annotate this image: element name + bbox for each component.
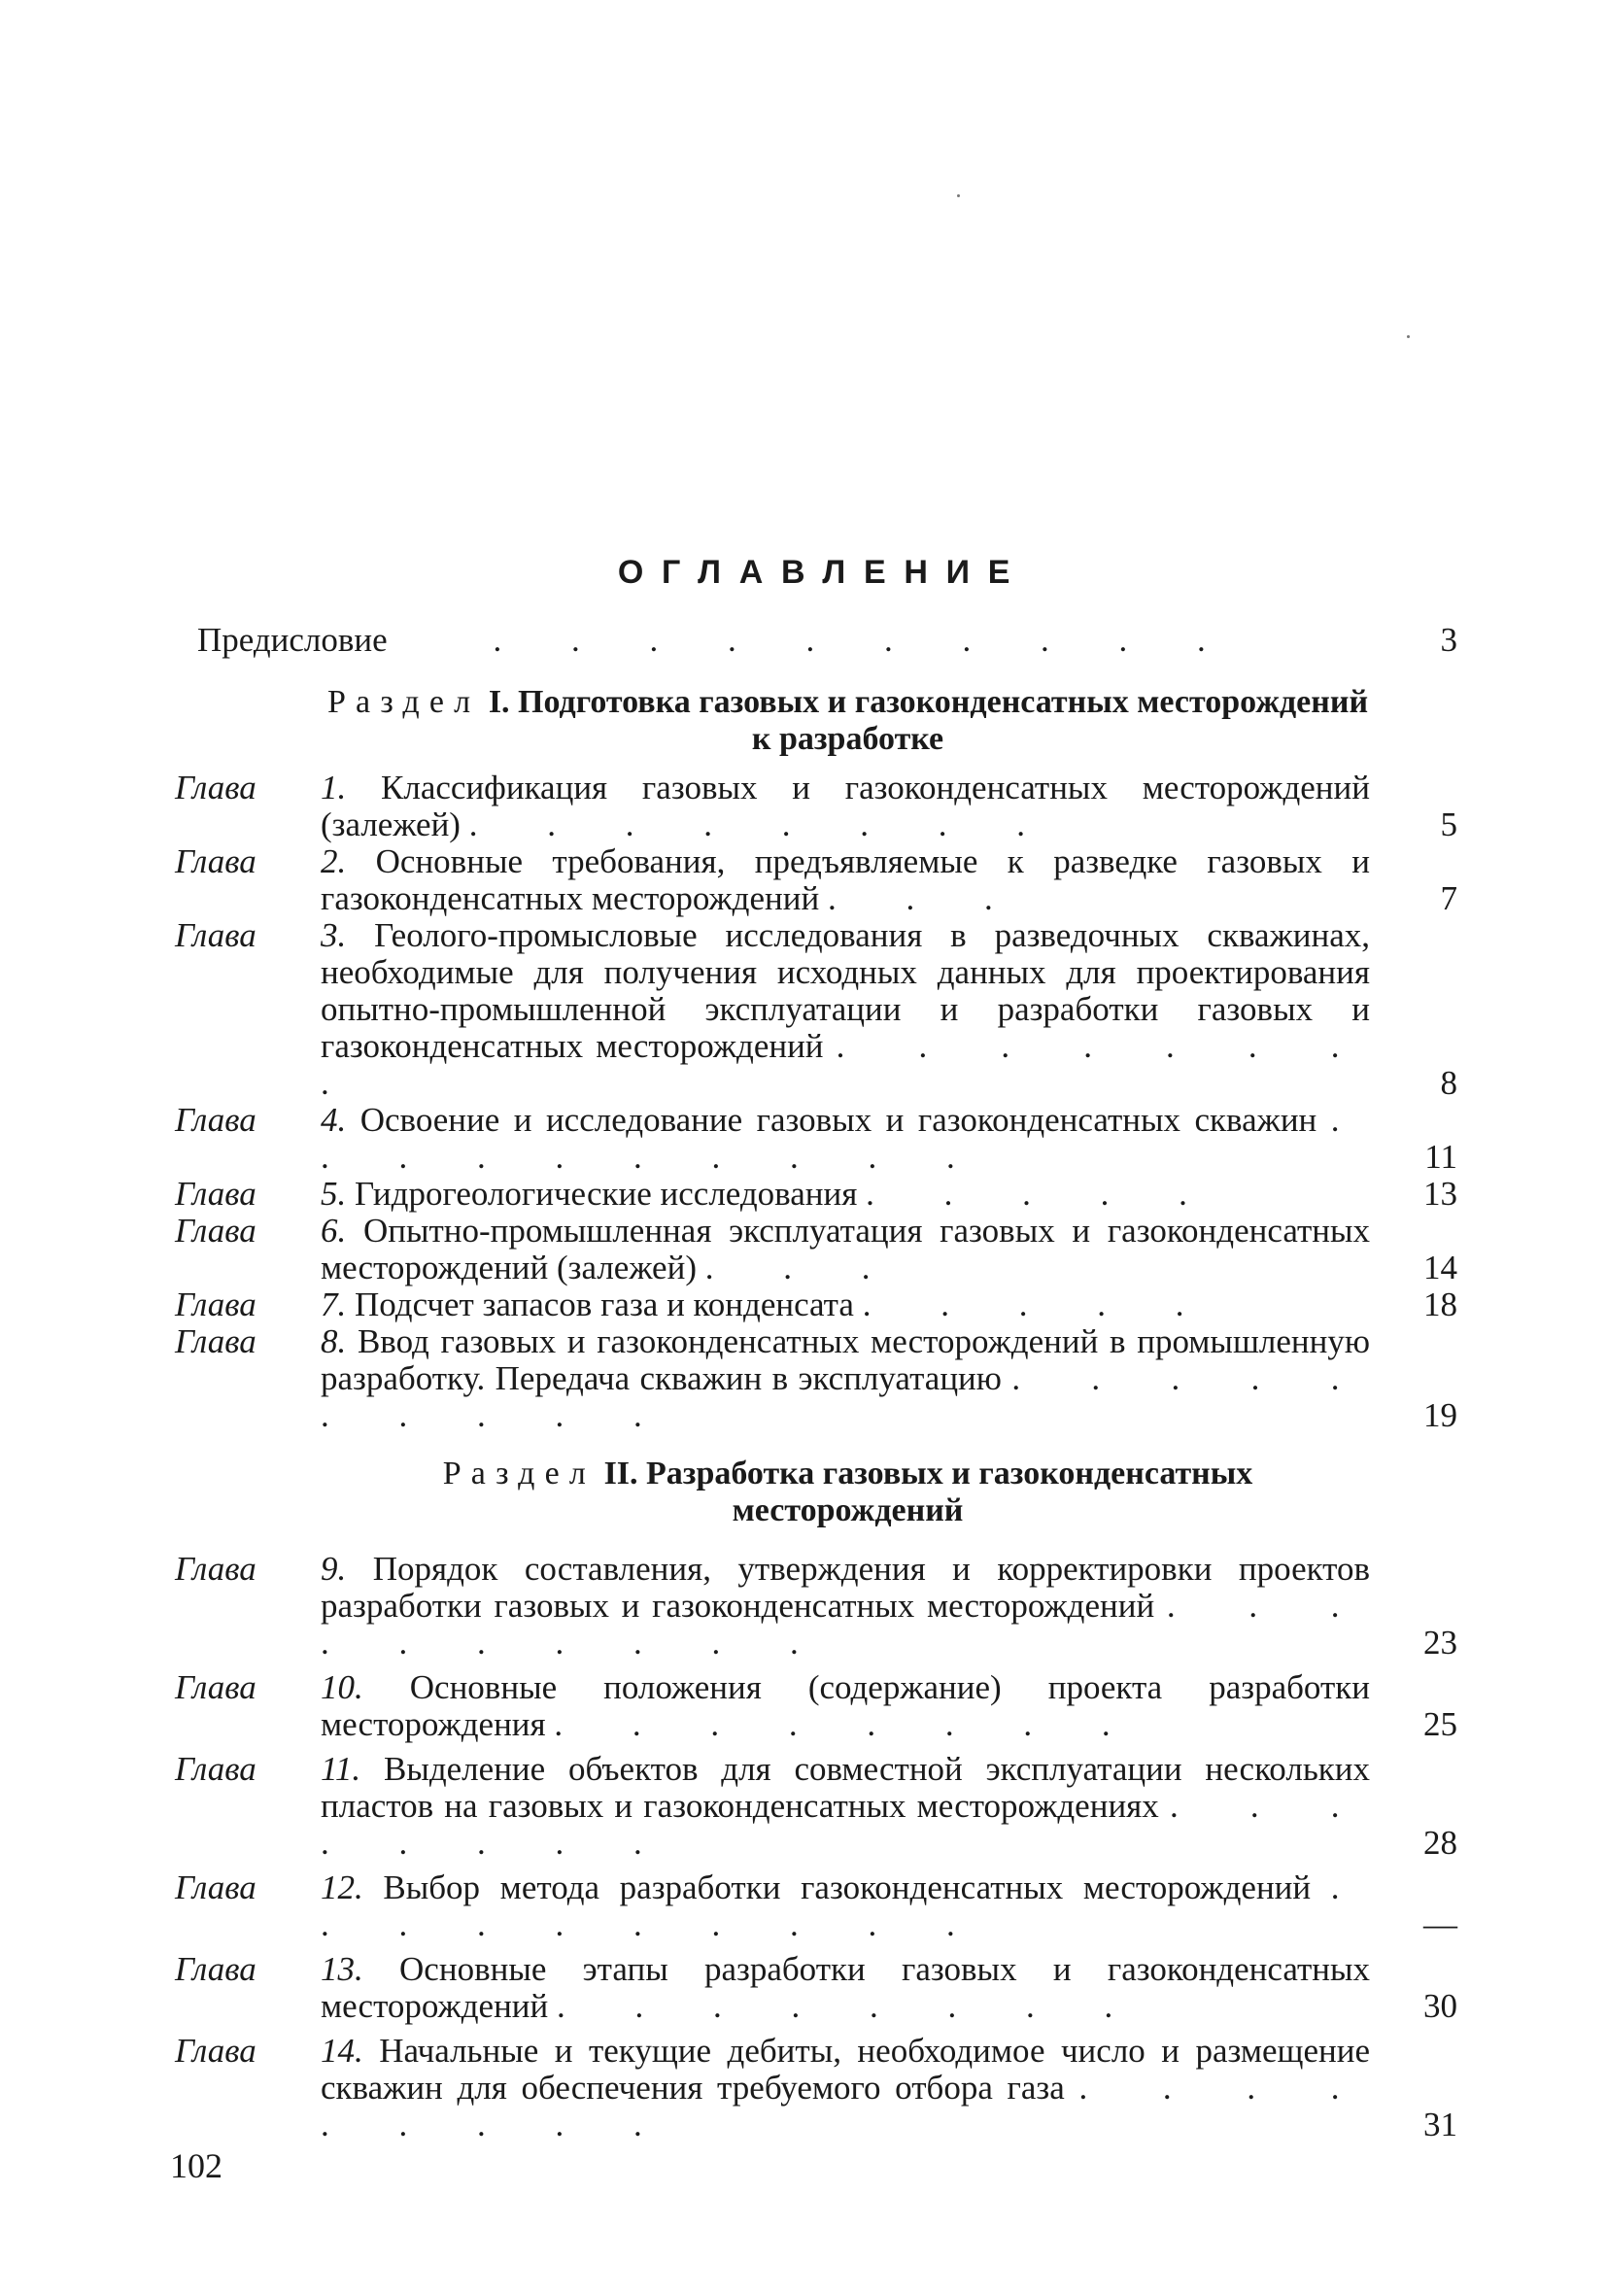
toc-entry-chapter[interactable] xyxy=(175,1176,1457,1213)
page-folio: 102 xyxy=(170,2146,222,2185)
chapter-title-block xyxy=(321,1213,1370,1286)
chapter-label: Глава xyxy=(175,1285,256,1323)
chapter-title: Гидрогеологические исследования xyxy=(355,1175,858,1213)
page-number: 11 xyxy=(1424,1138,1457,1176)
page-number: 14 xyxy=(1423,1249,1457,1286)
chapter-title: Ввод газовых и газоконденсатных месторождений в промышленную разработку. Передача скважин в эксплуатацию xyxy=(321,1322,1371,1397)
leader-dots: . . . xyxy=(827,879,1024,917)
chapter-label: Глава xyxy=(175,1668,256,1706)
chapter-number: 3. xyxy=(321,916,347,954)
section-prefix: Раздел xyxy=(326,684,481,720)
chapter-title-block xyxy=(321,2033,1370,2143)
page-number: 18 xyxy=(1423,1285,1457,1323)
scan-speck xyxy=(1407,335,1410,338)
chapter-title-block xyxy=(321,1669,1370,1743)
chapter-title: Порядок составления, утверждения и корректировки проектов разработки газовых и газоконденсатных месторождений xyxy=(321,1550,1371,1625)
toc-entry-chapter[interactable] xyxy=(175,770,1457,843)
chapter-list-1 xyxy=(175,770,1457,1434)
toc-entry-chapter[interactable] xyxy=(175,1869,1457,1943)
page-number: — xyxy=(1423,1905,1457,1943)
leader-dots: . . . . . . . . . . xyxy=(321,1587,1371,1662)
chapter-title-block xyxy=(321,1176,1370,1213)
chapter-number: 6. xyxy=(321,1212,347,1250)
page-number: 28 xyxy=(1423,1824,1457,1862)
chapter-title: Выделение объектов для совместной эксплуатации нескольких пластов на газовых и газоконденсатных месторождениях xyxy=(321,1750,1371,1825)
chapter-label: Глава xyxy=(175,1212,256,1250)
chapter-number: 12. xyxy=(321,1868,363,1906)
leader-dots: . . . . . . . . xyxy=(468,805,1056,843)
chapter-number: 10. xyxy=(321,1668,363,1706)
toc-entry-preface[interactable] xyxy=(175,622,1457,659)
leader-dots: . . . . . . . . . . xyxy=(321,1101,1371,1176)
leader-dots: . . . . . . . . xyxy=(554,1705,1142,1743)
chapter-number: 1. xyxy=(321,769,347,806)
chapter-label: Глава xyxy=(175,1101,256,1139)
page-number: 5 xyxy=(1440,805,1457,843)
leader-dots: . . . . . . . . . . xyxy=(493,621,1237,659)
scan-speck xyxy=(957,194,960,197)
chapter-label: Глава xyxy=(175,1750,256,1788)
toc-entry-chapter[interactable] xyxy=(175,1213,1457,1286)
chapter-title-block xyxy=(321,1751,1370,1862)
page-number: 19 xyxy=(1423,1396,1457,1434)
chapter-label: Глава xyxy=(175,2032,256,2070)
toc-title: ОГЛАВЛЕНИЕ xyxy=(617,554,1029,591)
chapter-number: 13. xyxy=(321,1950,363,1988)
leader-dots: . . . . . xyxy=(866,1175,1218,1213)
chapter-label: Глава xyxy=(175,1322,256,1360)
chapter-title: Освоение и исследование газовых и газоконденсатных скважин xyxy=(359,1101,1317,1139)
toc-entry-chapter[interactable] xyxy=(175,1286,1457,1323)
leader-dots: . . . . . . . . . . xyxy=(321,1359,1371,1434)
chapter-title: Выбор метода разработки газоконденсатных месторождений xyxy=(383,1868,1312,1906)
section-prefix: Раздел xyxy=(442,1456,597,1491)
toc-entry-chapter[interactable] xyxy=(175,2033,1457,2143)
chapter-title-block xyxy=(321,1286,1370,1323)
chapter-title-block xyxy=(321,1323,1370,1434)
page-number: 13 xyxy=(1423,1175,1457,1213)
chapter-number: 2. xyxy=(321,842,347,880)
section-title: I. Подготовка газовых и газоконденсатных месторождений к разработке xyxy=(488,684,1369,757)
table-of-contents xyxy=(175,622,1457,2151)
chapter-number: 5. xyxy=(321,1175,347,1213)
chapter-number: 4. xyxy=(321,1101,347,1139)
chapter-number: 7. xyxy=(321,1285,347,1323)
leader-dots: . . . . . . . . xyxy=(321,1027,1371,1102)
section-title: II. Разработка газовых и газоконденсатных месторождений xyxy=(603,1456,1253,1528)
toc-entry-chapter[interactable] xyxy=(175,1751,1457,1862)
page-number: 30 xyxy=(1423,1987,1457,2025)
chapter-label: Глава xyxy=(175,1175,256,1213)
toc-entry-chapter[interactable] xyxy=(175,917,1457,1102)
preface-label: Предисловие xyxy=(197,621,388,659)
toc-entry-chapter[interactable] xyxy=(175,1323,1457,1434)
section-heading-2 xyxy=(175,1456,1457,1529)
page-number: 8 xyxy=(1440,1064,1457,1102)
chapter-list-2 xyxy=(175,1551,1457,2143)
page-number: 23 xyxy=(1423,1624,1457,1662)
chapter-number: 8. xyxy=(321,1322,347,1360)
chapter-number: 9. xyxy=(321,1550,347,1588)
toc-entry-chapter[interactable] xyxy=(175,843,1457,917)
chapter-title-block xyxy=(321,1951,1370,2025)
chapter-title: Начальные и текущие дебиты, необходимое число и размещение скважин для обеспечения требуемого отбора газа xyxy=(321,2032,1370,2107)
chapter-label: Глава xyxy=(175,1550,256,1588)
chapter-title-block xyxy=(321,843,1370,917)
page-number: 25 xyxy=(1423,1705,1457,1743)
toc-entry-chapter[interactable] xyxy=(175,1102,1457,1176)
chapter-title: Основные требования, предъявляемые к разведке газовых и газоконденсатных месторождений xyxy=(321,842,1370,917)
leader-dots: . . . xyxy=(704,1249,901,1286)
leader-dots: . . . . . . . . xyxy=(557,1987,1144,2025)
chapter-number: 14. xyxy=(321,2032,363,2070)
chapter-label: Глава xyxy=(175,1868,256,1906)
toc-entry-chapter[interactable] xyxy=(175,1951,1457,2025)
chapter-label: Глава xyxy=(175,916,256,954)
page-number: 3 xyxy=(1440,621,1457,659)
chapter-title: Опытно-промышленная эксплуатация газовых и газоконденсатных месторождений (залежей) xyxy=(321,1212,1370,1286)
chapter-title-block xyxy=(321,770,1370,843)
leader-dots: . . . . . . . . xyxy=(321,1787,1371,1862)
toc-entry-chapter[interactable] xyxy=(175,1551,1457,1662)
chapter-title: Подсчет запасов газа и конденсата xyxy=(355,1285,854,1323)
leader-dots: . . . . . xyxy=(862,1285,1214,1323)
page-number: 31 xyxy=(1423,2106,1457,2143)
page-number: 7 xyxy=(1440,879,1457,917)
chapter-title-block xyxy=(321,1869,1370,1943)
chapter-title: Геолого-промысловые исследования в разведочных скважинах, необходимые для получения исходных данных для проектирования опытно-промышленной эксплуатации и разработки газовых и газоконденсатных месторождений xyxy=(321,916,1370,1065)
section-heading-1 xyxy=(175,684,1457,758)
chapter-title: Классификация газовых и газоконденсатных месторождений (залежей) xyxy=(321,769,1370,843)
chapter-label: Глава xyxy=(175,1950,256,1988)
chapter-label: Глава xyxy=(175,769,256,806)
chapter-number: 11. xyxy=(321,1750,361,1788)
toc-entry-chapter[interactable] xyxy=(175,1669,1457,1743)
leader-dots: . . . . . . . . . xyxy=(321,2069,1371,2143)
chapter-title-block xyxy=(321,1102,1370,1176)
chapter-title-block xyxy=(321,1551,1370,1662)
chapter-title: Основные положения (содержание) проекта разработки месторождения xyxy=(321,1668,1370,1743)
leader-dots: . . . . . . . . . . xyxy=(321,1868,1371,1943)
chapter-title-block xyxy=(321,917,1370,1102)
chapter-label: Глава xyxy=(175,842,256,880)
chapter-title: Основные этапы разработки газовых и газоконденсатных месторождений xyxy=(321,1950,1371,2025)
